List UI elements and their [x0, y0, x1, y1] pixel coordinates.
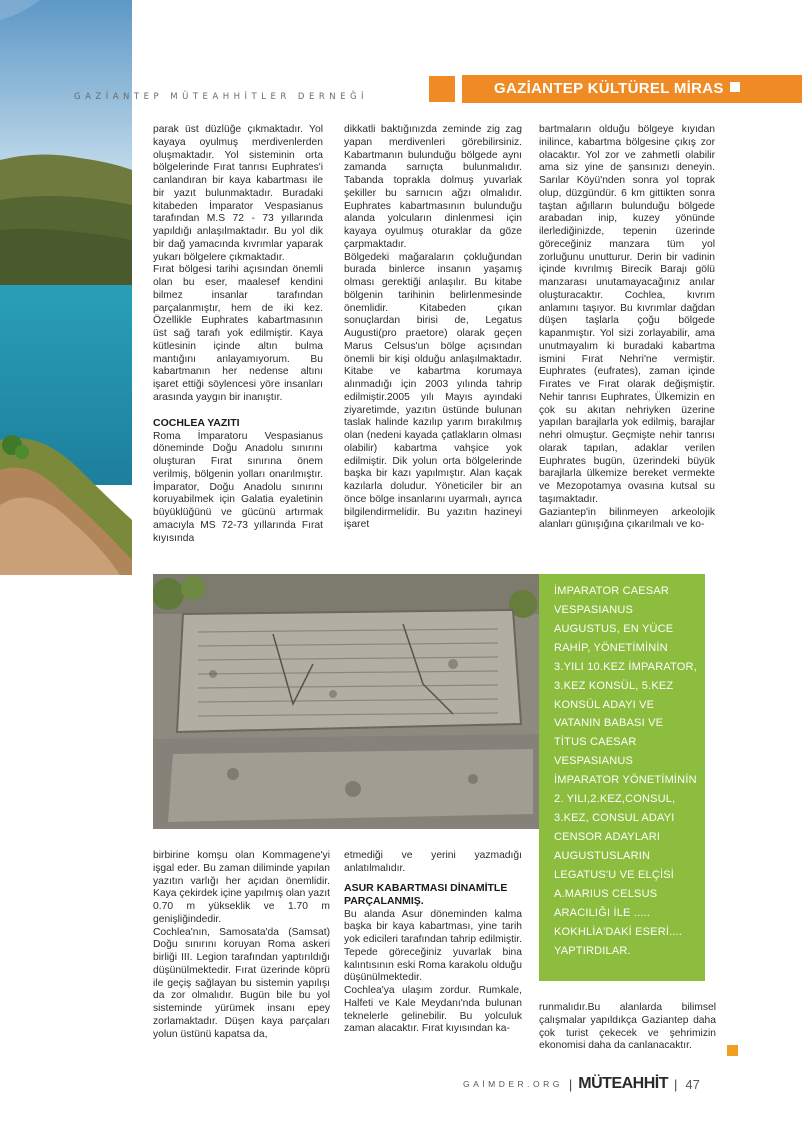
section-title: GAZİANTEP KÜLTÜREL MİRAS — [494, 80, 724, 97]
paragraph: Bölgedeki mağaraların çokluğundan burada binlerce insanın yaşamış olması gerektiği anlaşılır. Bu kitabe bölgenin tarihinin belirlenmesinde önemlidir. Kitabeden çıkan sonuçlardan birisi de, Legatus Augusti(pro praetore) olarak geçen Marus Celsus'un bölge açısından önemli bir kişi olduğu anlaşılmaktadır. Kitabe ve kabartma korumaya alınmadığı için 2003 yılında tahrip edilmiştir.2005 yılı Mayıs ayındaki ziyaretimde, yazıtın üstünde bulunan taslak halinde kazılıp yarım bırakılmış olan (nedeni kayada çatlakların olması olabilir) kabartma vahşice yok edilmiştir. Dik yolun orta bölgelerinde başka bir kazı yapılmıştır. Alan kaçak kazılarla doludur. Yöneticiler bir an önce bölge insanlarını uyarmalı, ayrıca bilgilendirmelidir. Bu yazıtın hazineyi işaret — [344, 251, 522, 531]
end-of-article-mark — [727, 1045, 738, 1056]
paragraph: birbirine komşu olan Kommagene'yi işgal eder. Bu zaman diliminde yapılan yazıtın varlığı her açıdan önemlidir. Kaya çekirdek içine yapılmış olan yazıt 0.70 m yükseklik ve 1.70 m genişliğindedir. — [153, 850, 330, 925]
column-2-top — [344, 124, 522, 532]
association-name: GAZİANTEP MÜTEAHHİTLER DERNEĞİ — [74, 92, 369, 102]
column-3-top — [539, 124, 715, 532]
inscription-translation-box — [539, 574, 705, 981]
section-banner — [462, 75, 802, 103]
paragraph: bartmaların olduğu bölgeye kıyıdan inilince, kabartma bölgesine çıkış zor olacaktır. Yol zor ve zahmetli olabilir ama siz yine de şansınızı deneyin. Sarılar Köyü'nden sonra yol toprak olup, düzgündür. 6 km gittikten sonra taştan ağılların bulunduğu bölgede arabadan inip, kuzey yönünde ilerlediğinizde, tepenin üzerinde göreceğiniz manzara tüm yol zorluğunu unutturur. Derin bir vadinin içinde kıvrılmış Birecik Barajı gölü manzarası unutamayacağınız anılar oluşturacaktır. Cochlea, kıvrım anlamını taşıyor. Bu kıvrımlar dağdan düşen taşlarla çoğu bölgede kapanmıştır. Yol sizi zorlayabilir, ama unutmayalım ki buradaki kabartma ismini Fırat Nehri'ne vermiştir. Euphrates (eufrates), zaman içinde Fırates ve Fırat olarak değişmiştir. Nehir tanrısı Euphrates, Ülkemizin en çok su akıtan nehriyken üzerine yapılan barajlarla yok edilmiş, barajlar nehri olmuştur. Geçmişte nehir tanrısı olarak tapılan, adaklar verilen Euphrates bugün, üzerindeki büyük barajlarla ülkemize bereket vermekte ve Mezopotamya ovasına kutsal su taşımaktadır. — [539, 124, 715, 505]
footer-magazine-name: MÜTEAHHİT — [578, 1075, 669, 1092]
footer-website: GAİMDER.ORG — [463, 1079, 563, 1089]
paragraph: parak üst düzlüğe çıkmaktadır. Yol kayaya oyulmuş merdivenlerden oluşmaktadır. Yol sisteminin orta bölgelerinde Fırat tanrısı Euphrates'i canlandıran bir kaya kabartması ile bir yazıt bulunmaktadır. Buradaki kitabeden İmparator Vespasianus tarafından M.S 72 - 73 yıllarında yapıldığı anlaşılmaktadır. Bu yol dik bir dağ yamacında kıvrımlar yaparak yukarı bölgelere çıkmaktadır. — [153, 124, 323, 263]
paragraph: etmediği ve yerini yazmadığı anlatılmalıdır. — [344, 850, 522, 874]
paragraph: runmalıdır.Bu alanlarda bilimsel çalışmalar yapıldıkça Gaziantep daha çok turist çekecek ve şehrimizin ekonomisi daha da canlanacaktır. — [539, 1002, 716, 1052]
landscape-photo — [0, 0, 132, 575]
paragraph: Fırat bölgesi tarihi açısından önemli olan bu eser, maalesef kendini bilmez insanlar tarafından parçalanmıştır, hem de iki kez. Özellikle Euphrates kabartmasının üst sağ tarafı yok edilmiştir. Kaya kütlesinin içinde altın bulma mantığını anlayamıyorum. Bu kabartmanın her nedense altını işaret ettiği söylencesi yöre insanları arasında yaygın bir inanıştır. — [153, 264, 323, 403]
section-heading-cochlea: COCHLEA YAZITI — [153, 416, 240, 429]
banner-square-icon — [730, 82, 740, 92]
paragraph: Roma İmparatoru Vespasianus döneminde Doğu Anadolu sınırını oluşturan Fırat sınırına önem verilmiş, bölgenin yolları onarılmıştır. İmparator, Doğu Anadolu sınırını koruyabilmek için Galatia eyaletinin büyüklüğünü ve gücünü artırmak amacıyla MS 72-73 yıllarında Fırat kıyısında — [153, 430, 323, 544]
paragraph: Gaziantep'in bilinmeyen arkeolojik alanları günışığına çıkarılmalı ve ko- — [539, 506, 715, 531]
column-1-bottom — [153, 850, 330, 1041]
paragraph: Bu alanda Asur döneminden kalma başka bir kaya kabartması, yine tarih yok edicileri tarafından tahrip edilmiştir. Tepede göreceğiniz yuvarlak bina kalıntısının eski Roma karakolu olduğu düşünülmektedir. — [344, 908, 522, 984]
footer-separator: | — [568, 1076, 573, 1092]
paragraph: Cochlea'ya ulaşım zordur. Rumkale, Halfeti ve Kale Meydanı'nda bulunan teknelerle gelinebilir. Bu yolculuk zaman alacaktır. Fırat kıyısından ka- — [344, 985, 522, 1035]
inscription-photo-graphic — [153, 574, 539, 829]
header-orange-square — [429, 76, 455, 102]
page-footer — [463, 1073, 700, 1095]
column-1-top — [153, 124, 323, 545]
landscape-photo-graphic — [0, 0, 132, 575]
footer-separator: | — [674, 1076, 678, 1092]
paragraph: dikkatli baktığınızda zeminde zig zag yapan merdivenleri görebilirsiniz. Kabartmanın bulunduğu bölgede aynı zamanda sarnıçta bulunmalıdır. Tabanda toprakla dolmuş yuvarlak şekiller bu sarnıcın ağzı olmalıdır. Euphrates kabartmasının bulunduğu alanda yolcuların dinlenmesi için kayaya oyulmuş oturaklar da göze çarpmaktadır. — [344, 124, 522, 250]
section-heading-asur: ASUR KABARTMASI DİNAMİTLE PARÇALANMIŞ. — [344, 881, 508, 907]
inscription-photo — [153, 574, 539, 829]
page-number: 47 — [685, 1076, 700, 1092]
paragraph: Cochlea'nın, Samosata'da (Samsat) Doğu sınırını koruyan Roma askeri birliği III. Legion tarafından yaptırıldığı düşünülmektedir. Fırat üzerinde köprü ile geçiş sağlayan bu sistemin yapılışı da zor olmalıdır. Bugün bile bu yol sisteminde yürümek insanı epey zorlamaktadır. Düşen kaya parçaları yolun üstünü kapatsa da, — [153, 926, 330, 1040]
column-3-bottom — [539, 1002, 716, 1053]
inscription-translation-text: İMPARATOR CAESAR VESPASIANUS AUGUSTUS, EN YÜCE RAHİP, YÖNETİMİNİN 3.YILI 10.KEZ İMPARATOR, 3.KEZ KONSÜL, 5.KEZ KONSÜL ADAYI VE VATANIN BABASI VE TİTUS CAESAR VESPASIANUS İMPARATOR YÖNETİMİNİN 2. YILI,2.KEZ,CONSUL, 3.KEZ, CONSUL ADAYI CENSOR ADAYLARI AUGUSTUSLARIN LEGATUS'U VE ELÇİSİ A.MARIUS CELSUS ARACILIĞI İLE ..... KOKHLİA'DAKİ ESERİ.... YAPTIRDILAR. — [554, 585, 697, 957]
column-2-bottom — [344, 850, 522, 1036]
